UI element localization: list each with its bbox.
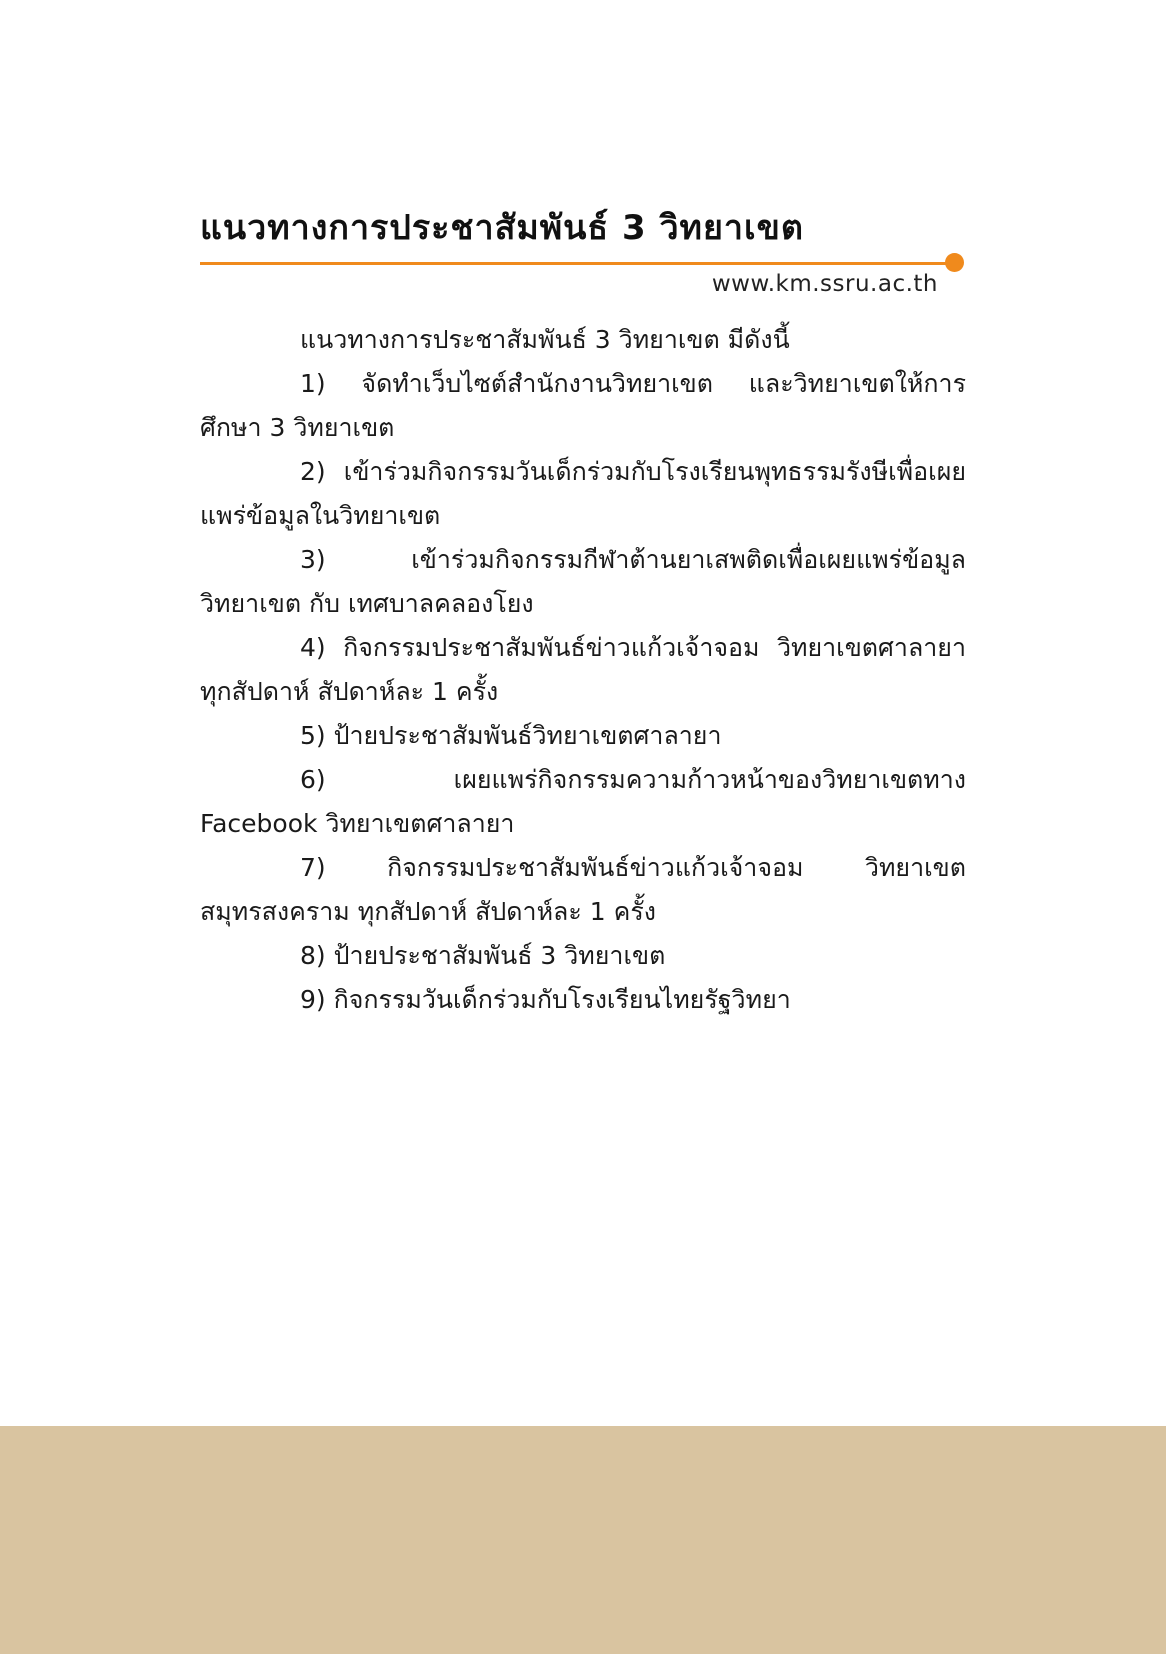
list-item: 7) กิจกรรมประชาสัมพันธ์ข่าวแก้วเจ้าจอม วิทยาเขตสมุทรสงคราม ทุกสัปดาห์ สัปดาห์ละ 1 ครั้ง (200, 853, 966, 926)
list-item: 3) เข้าร่วมกิจกรรมกีฬาต้านยาเสพติดเพื่อเผยแพร่ข้อมูลวิทยาเขต กับ เทศบาลคลองโยง (200, 545, 966, 618)
list-item: 4) กิจกรรมประชาสัมพันธ์ข่าวแก้วเจ้าจอม วิทยาเขตศาลายา ทุกสัปดาห์ สัปดาห์ละ 1 ครั้ง (200, 633, 966, 706)
intro-paragraph: แนวทางการประชาสัมพันธ์ 3 วิทยาเขต มีดังนี้ (300, 325, 790, 354)
title-underline (200, 262, 952, 265)
list-item: 6) เผยแพร่กิจกรรมความก้าวหน้าของวิทยาเขตทาง Facebook วิทยาเขตศาลายา (200, 765, 966, 838)
body-text (200, 318, 966, 1022)
underline-dot (945, 253, 964, 272)
list-item: 2) เข้าร่วมกิจกรรมวันเด็กร่วมกับโรงเรียนพุทธรรมรังษีเพื่อเผยแพร่ข้อมูลในวิทยาเขต (200, 457, 966, 530)
list-item: 8) ป้ายประชาสัมพันธ์ 3 วิทยาเขต (300, 941, 666, 970)
list-item: 9) กิจกรรมวันเด็กร่วมกับโรงเรียนไทยรัฐวิทยา (300, 985, 791, 1014)
page-title: แนวทางการประชาสัมพันธ์ 3 วิทยาเขต (200, 208, 804, 248)
website-url: www.km.ssru.ac.th (711, 271, 938, 297)
footer-band (0, 1426, 1166, 1654)
list-item: 1) จัดทำเว็บไซต์สำนักงานวิทยาเขต และวิทยาเขตให้การศึกษา 3 วิทยาเขต (200, 369, 966, 442)
list-item: 5) ป้ายประชาสัมพันธ์วิทยาเขตศาลายา (300, 721, 722, 750)
